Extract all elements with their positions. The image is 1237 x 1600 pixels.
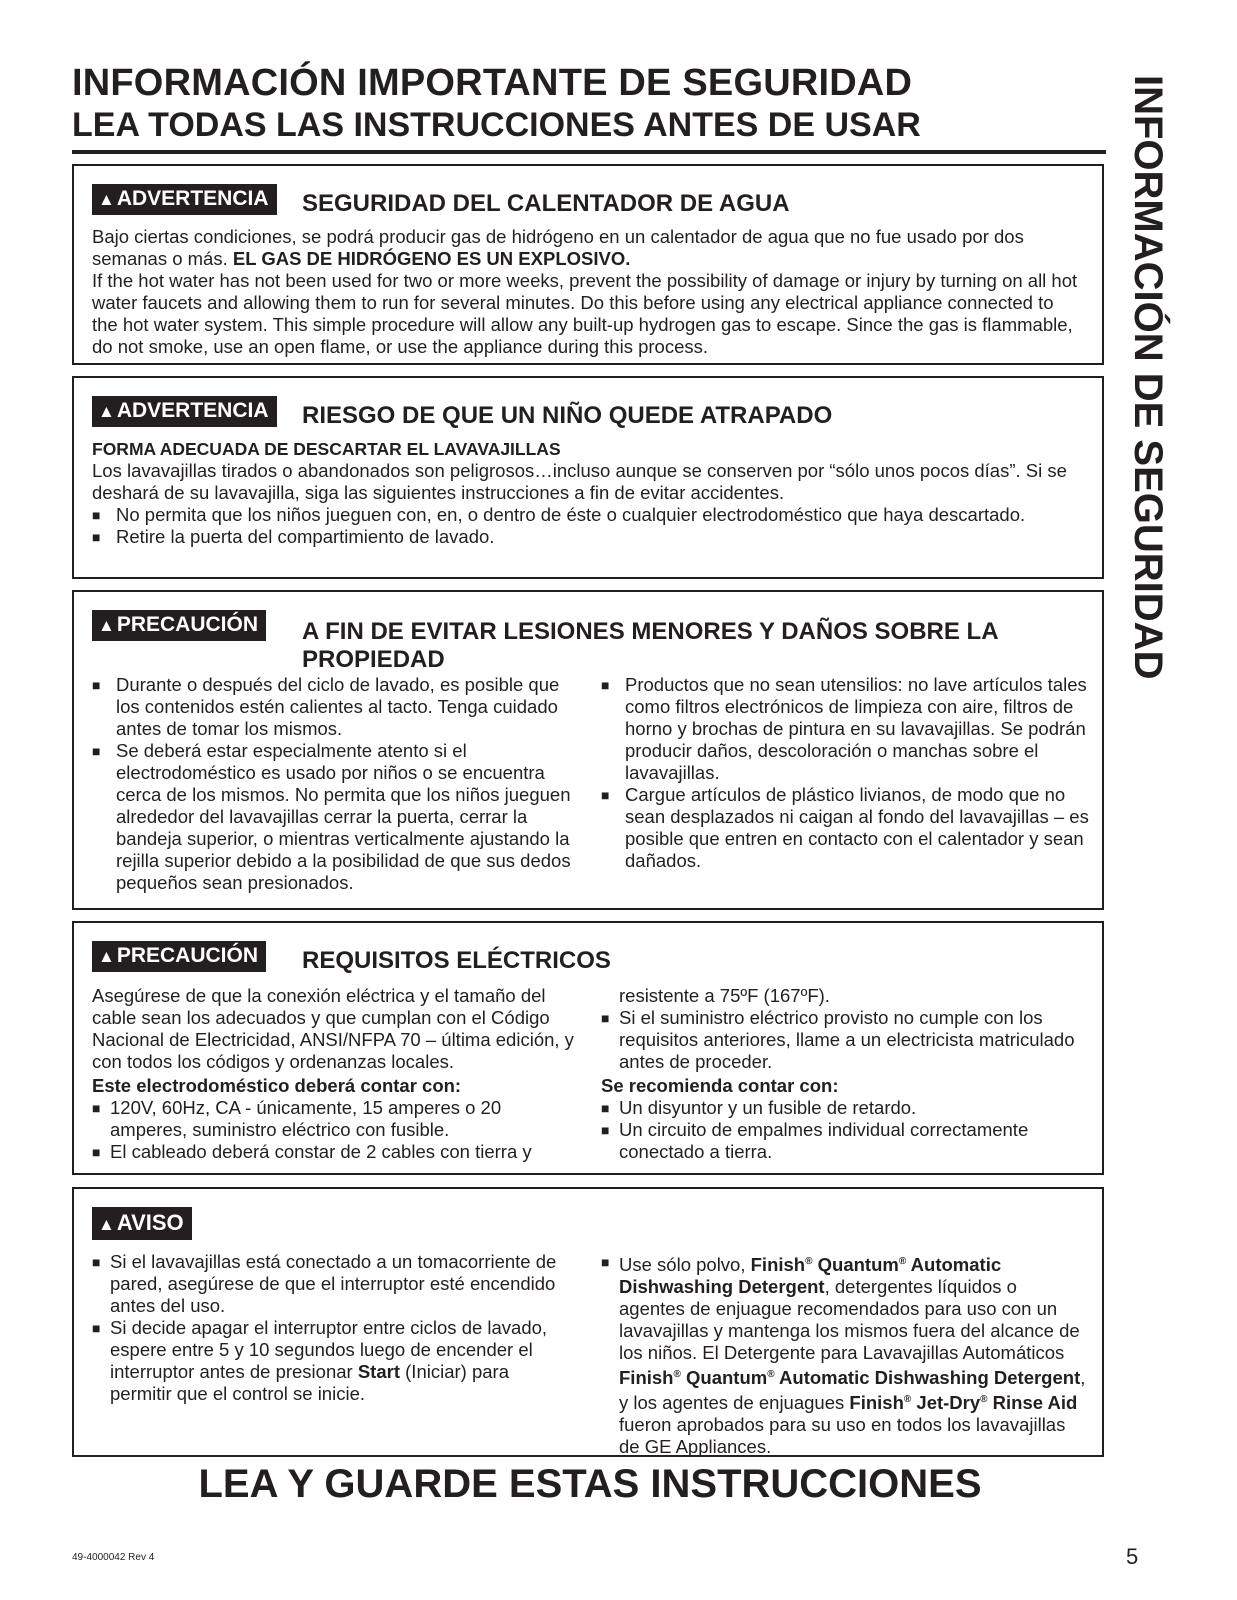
warning-triangle-icon: ▲ (98, 947, 115, 966)
box-title: REQUISITOS ELÉCTRICOS (302, 947, 611, 974)
list-item: ■ Se deberá estar especialmente atento si el electrodoméstico es usado por niños o se encuentra cerca de los mismos. No permita que los niños jueguen alrededor del lavavajillas cerrar la puerta, cerrar la bandeja superior, o mientras verticalmente ajustando la rejilla superior debido a la posibilidad de que sus dedos pequeños sean presionados. (92, 740, 578, 894)
right-column (601, 674, 1091, 872)
warning-triangle-icon: ▲ (98, 402, 115, 421)
warning-box-water-heater (72, 164, 1104, 365)
title-rule (72, 150, 1106, 154)
caution-box-electrical (72, 921, 1104, 1175)
paragraph: Bajo ciertas condiciones, se podrá producir gas de hidrógeno en un calentador de agua que no fue usado por dos semanas o más. EL GAS DE HIDRÓGENO ES UN EXPLOSIVO. (92, 226, 1024, 269)
right-column (601, 1251, 1086, 1458)
subheading: Se recomienda contar con: (601, 1075, 839, 1096)
page-subtitle: LEA TODAS LAS INSTRUCCIONES ANTES DE USAR (72, 106, 921, 144)
list-item: ■ El cableado deberá constar de 2 cables con tierra y (92, 1141, 580, 1163)
paragraph: resistente a 75ºF (167ºF). (619, 985, 830, 1006)
paragraph: Asegúrese de que la conexión eléctrica y el tamaño del cable sean los adecuados y que cumplan con el Código Nacional de Electricidad, ANSI/NFPA 70 – última edición, y con todos los códigos y ordenanzas locales. (92, 985, 574, 1072)
warning-triangle-icon: ▲ (98, 190, 115, 209)
page-title: INFORMACIÓN IMPORTANTE DE SEGURIDAD (72, 62, 913, 104)
list-item: ■ Durante o después del ciclo de lavado, es posible que los contenidos estén calientes al tacto. Tenga cuidado antes de tomar los mismos. (92, 674, 578, 740)
left-column (92, 985, 580, 1163)
list-item: ■ Si el suministro eléctrico provisto no cumple con los requisitos anteriores, llame a un electricista matriculado antes de proceder. (601, 1007, 1081, 1073)
list-item: ■ Productos que no sean utensilios: no lave artículos tales como filtros electrónicos de limpieza con aire, filtros de horno y brochas de pintura en su lavavajillas. Se podrán producir daños, descoloración o manchas sobre el lavavajillas. (601, 674, 1091, 784)
notice-badge: ▲AVISO (92, 1207, 192, 1240)
paragraph: If the hot water has not been used for two or more weeks, prevent the possibility of damage or injury by turning on all hot water faucets and allowing them to run for several minutes. Do this before using any electrical appliance connected to the hot water system. This simple procedure will allow any built-up hydrogen gas to escape. Since the gas is flammable, do not smoke, use an open flame, or use the appliance during this process. (92, 270, 1078, 357)
subheading: Este electrodoméstico deberá contar con: (92, 1075, 462, 1096)
left-column (92, 1251, 562, 1405)
right-column (601, 985, 1081, 1163)
warning-triangle-icon: ▲ (98, 1215, 115, 1234)
caution-box-injury (72, 590, 1104, 910)
caution-badge: ▲PRECAUCIÓN (92, 941, 266, 972)
warning-badge: ▲ADVERTENCIA (92, 396, 277, 427)
list-item: ■ Si el lavavajillas está conectado a un tomacorriente de pared, asegúrese de que el interruptor esté encendido antes del uso. (92, 1251, 562, 1317)
list-item: ■ Retire la puerta del compartimiento de lavado. (92, 526, 1082, 548)
subheading: FORMA ADECUADA DE DESCARTAR EL LAVAVAJILLAS (92, 439, 561, 459)
caution-badge: ▲PRECAUCIÓN (92, 610, 266, 641)
box-body (92, 438, 1082, 548)
notice-box (72, 1187, 1104, 1457)
list-item: ■ Use sólo polvo, Finish® Quantum® Automatic Dishwashing Detergent, detergentes líquidos o agentes de enjuague recomendados para uso con un lavavajillas y mantenga los mismos fuera del alcance de los niños. El Detergente para Lavavajillas Automáticos Finish® Quantum® Automatic Dishwashing Detergent, y los agentes de enjuagues Finish® Jet-Dry® Rinse Aid fueron aprobados para su uso en todos los lavavajillas de GE Appliances. (601, 1251, 1086, 1458)
list-item: ■ Si decide apagar el interruptor entre ciclos de lavado, espere entre 5 y 10 segundos luego de encender el interruptor antes de presionar Start (Iniciar) para permitir que el control se inicie. (92, 1317, 562, 1405)
warning-triangle-icon: ▲ (98, 616, 115, 635)
document-number: 49-4000042 Rev 4 (72, 1552, 155, 1563)
warning-badge: ▲ADVERTENCIA (92, 184, 277, 215)
page-number: 5 (1126, 1544, 1139, 1569)
list-item: ■ Cargue artículos de plástico livianos, de modo que no sean desplazados ni caigan al fondo del lavavajillas – es posible que entren en contacto con el calentador y sean dañados. (601, 784, 1091, 872)
paragraph: Los lavavajillas tirados o abandonados son peligrosos…incluso aunque se conserven por “sólo unos pocos días”. Si se deshará de su lavavajilla, siga las siguientes instrucciones a fin de evitar accidentes. (92, 460, 1067, 503)
left-column (92, 674, 578, 894)
list-item: ■ Un disyuntor y un fusible de retardo. (601, 1097, 1081, 1119)
box-title: SEGURIDAD DEL CALENTADOR DE AGUA (302, 190, 790, 217)
box-title: A FIN DE EVITAR LESIONES MENORES Y DAÑOS SOBRE LA PROPIEDAD (302, 618, 999, 673)
list-item: ■ No permita que los niños jueguen con, en, o dentro de éste o cualquier electrodoméstico que haya descartado. (92, 504, 1082, 526)
list-item: ■ 120V, 60Hz, CA - únicamente, 15 amperes o 20 amperes, suministro eléctrico con fusible. (92, 1097, 580, 1141)
warning-box-child-entrapment (72, 376, 1104, 579)
list-item: ■ Un circuito de empalmes individual correctamente conectado a tierra. (601, 1119, 1081, 1163)
box-body (92, 226, 1082, 358)
side-label: INFORMACIÓN DE SEGURIDAD (1126, 75, 1170, 680)
footer-title: LEA Y GUARDE ESTAS INSTRUCCIONES (198, 1462, 982, 1506)
box-title: RIESGO DE QUE UN NIÑO QUEDE ATRAPADO (302, 402, 833, 429)
